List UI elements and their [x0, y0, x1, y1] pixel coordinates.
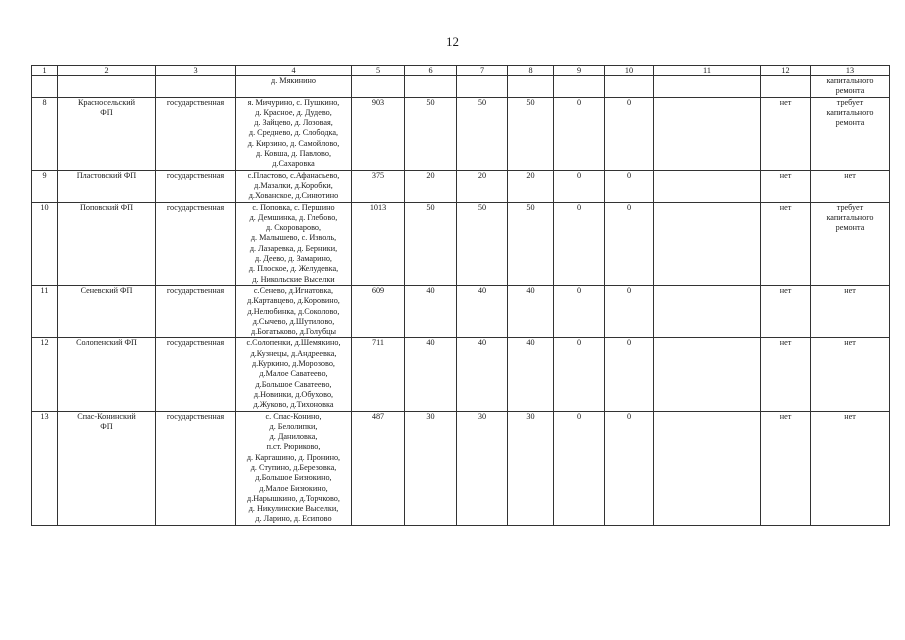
facility-name: [58, 411, 156, 525]
column-number-header: 12: [761, 66, 811, 76]
facility-name-line: ФП: [100, 107, 113, 117]
settlements-cell: [236, 76, 352, 98]
settlements-cell-line: д.Богатьково, д.Голубцы: [250, 327, 337, 337]
condition-cell-line: нет: [844, 170, 856, 180]
condition-cell-line: нет: [844, 285, 856, 295]
value-cell-c11: [654, 202, 761, 285]
column-number-header: 6: [405, 66, 457, 76]
settlements-cell-line: д. Каргашино, д. Пронино,: [246, 452, 341, 462]
settlements-cell-line: д. Зайцево, д. Лозовая,: [254, 118, 333, 128]
condition-cell: [811, 170, 890, 202]
facility-name: [58, 338, 156, 411]
value-cell-c5: 903: [352, 97, 405, 170]
column-number-header: 10: [605, 66, 654, 76]
value-cell-c11: [654, 170, 761, 202]
facility-name: [58, 285, 156, 337]
table-row: [32, 202, 890, 285]
value-cell-c5: 1013: [352, 202, 405, 285]
settlements-cell-line: д. Даниловка,: [269, 432, 318, 442]
empty-cell: [654, 76, 761, 98]
value-cell-c8: 50: [508, 202, 554, 285]
value-cell-c7: 50: [457, 202, 508, 285]
condition-cell-line: нет: [844, 411, 856, 421]
value-cell-c8: 50: [508, 97, 554, 170]
settlements-cell: [236, 170, 352, 202]
facility-name-line: Спас-Конинский: [77, 411, 136, 421]
settlements-cell-line: д. Скороварово,: [265, 223, 322, 233]
settlements-cell-line: с.Солопенки, д.Шемякино,: [246, 338, 341, 348]
row-number: 10: [32, 202, 58, 285]
settlements-cell-line: д.Большое Саватеево,: [255, 379, 332, 389]
table-row: [32, 285, 890, 337]
empty-cell: [58, 76, 156, 98]
settlements-cell-line: д. Ковша, д. Павлово,: [256, 149, 331, 159]
value-cell-c11: [654, 411, 761, 525]
value-cell-c12: нет: [761, 285, 811, 337]
value-cell-c12: нет: [761, 411, 811, 525]
settlements-cell-line: я. Мичурино, с. Пушкино,: [247, 97, 340, 107]
column-number-header: 5: [352, 66, 405, 76]
value-cell-c7: 30: [457, 411, 508, 525]
settlements-cell-line: д. Лазаревка, д. Берники,: [249, 243, 338, 253]
settlements-cell-line: д. Никулинские Выселки,: [248, 504, 339, 514]
settlements-cell-line: д. Ступино, д.Березовка,: [250, 462, 337, 472]
facility-name-line: Пластовский ФП: [76, 170, 137, 180]
value-cell-c8: 20: [508, 170, 554, 202]
value-cell-c12: нет: [761, 170, 811, 202]
value-cell-c10: 0: [605, 338, 654, 411]
value-cell-c12: нет: [761, 202, 811, 285]
condition-cell-line: ремонта: [835, 86, 865, 96]
value-cell-c5: 609: [352, 285, 405, 337]
condition-cell-line: ремонта: [835, 118, 865, 128]
table-row: [32, 170, 890, 202]
settlements-cell-line: д. Мякинино: [271, 76, 316, 85]
value-cell-c10: 0: [605, 411, 654, 525]
column-number-header: 2: [58, 66, 156, 76]
ownership-cell: государственная: [156, 285, 236, 337]
value-cell-c5: 711: [352, 338, 405, 411]
ownership-cell: государственная: [156, 338, 236, 411]
condition-cell-line: ремонта: [835, 223, 865, 233]
empty-cell: [405, 76, 457, 98]
empty-cell: [352, 76, 405, 98]
condition-cell: [811, 285, 890, 337]
settlements-cell-line: д.Новинки, д.Обухово,: [253, 389, 334, 399]
settlements-cell-line: с. Поповка, с. Першино: [252, 202, 335, 212]
settlements-cell: [236, 202, 352, 285]
condition-cell-line: капитального: [826, 76, 874, 85]
settlements-cell-line: д.Хованское, д.Синютино: [248, 191, 339, 201]
facility-name-line: Поповский ФП: [79, 202, 134, 212]
value-cell-c11: [654, 338, 761, 411]
settlements-cell-line: д.Кузнецы, д.Андреевка,: [250, 348, 337, 358]
settlements-cell-line: д. Демшинка, д. Глебово,: [249, 212, 338, 222]
settlements-cell-line: д. Красное, д. Дудево,: [255, 107, 332, 117]
value-cell-c9: 0: [554, 338, 605, 411]
value-cell-c8: 40: [508, 338, 554, 411]
condition-cell: [811, 202, 890, 285]
value-cell-c9: 0: [554, 202, 605, 285]
settlements-cell: [236, 97, 352, 170]
value-cell-c9: 0: [554, 411, 605, 525]
value-cell-c7: 40: [457, 285, 508, 337]
empty-cell: [554, 76, 605, 98]
settlements-cell: [236, 338, 352, 411]
settlements-cell-line: с. Спас-Конино,: [265, 411, 322, 421]
value-cell-c6: 40: [405, 338, 457, 411]
settlements-cell-line: с.Сенево, д.Игнатовка,: [253, 285, 334, 295]
value-cell-c9: 0: [554, 170, 605, 202]
settlements-cell: [236, 411, 352, 525]
value-cell-c6: 20: [405, 170, 457, 202]
condition-cell-line: капитального: [826, 212, 874, 222]
column-number-header: 3: [156, 66, 236, 76]
table-row: [32, 411, 890, 525]
row-number: 12: [32, 338, 58, 411]
page-number: 12: [446, 34, 459, 49]
settlements-cell-line: д.Сахаровка: [272, 159, 315, 169]
condition-cell: [811, 76, 890, 98]
ownership-cell: государственная: [156, 97, 236, 170]
value-cell-c12: нет: [761, 338, 811, 411]
value-cell-c10: 0: [605, 285, 654, 337]
settlements-cell-line: с.Пластово, с.Афанасьево,: [247, 170, 340, 180]
empty-cell: [156, 76, 236, 98]
value-cell-c10: 0: [605, 97, 654, 170]
value-cell-c7: 40: [457, 338, 508, 411]
ownership-cell: государственная: [156, 411, 236, 525]
settlements-cell-line: д.Куркино, д.Морозово,: [252, 359, 335, 369]
settlements-cell-line: д. Кирзино, д. Самойлово,: [247, 138, 340, 148]
settlements-cell-line: д.Картавцево, д.Коровино,: [247, 296, 340, 306]
column-number-header: 9: [554, 66, 605, 76]
value-cell-c10: 0: [605, 170, 654, 202]
settlements-cell-line: д.Нарышкино, д.Торчково,: [247, 493, 340, 503]
value-cell-c5: 487: [352, 411, 405, 525]
settlements-cell-line: д. Плоское, д. Желудевка,: [248, 264, 339, 274]
value-cell-c11: [654, 285, 761, 337]
column-number-header: 1: [32, 66, 58, 76]
condition-cell: [811, 411, 890, 525]
settlements-cell-line: п.ст. Рюриково,: [266, 442, 321, 452]
facility-name: [58, 97, 156, 170]
settlements-cell-line: д. Белолипки,: [269, 421, 318, 431]
row-number: 11: [32, 285, 58, 337]
value-cell-c6: 40: [405, 285, 457, 337]
condition-cell-line: капитального: [826, 107, 874, 117]
settlements-cell-line: д.Малое Бизюкино,: [259, 483, 328, 493]
value-cell-c5: 375: [352, 170, 405, 202]
value-cell-c6: 30: [405, 411, 457, 525]
settlements-cell-line: д.Малое Саватеево,: [259, 369, 328, 379]
value-cell-c12: нет: [761, 97, 811, 170]
empty-cell: [605, 76, 654, 98]
row-number: 9: [32, 170, 58, 202]
value-cell-c8: 30: [508, 411, 554, 525]
ownership-cell: государственная: [156, 202, 236, 285]
settlements-cell-line: д.Мазалки, д.Коробки,: [254, 180, 333, 190]
column-number-header: 7: [457, 66, 508, 76]
header-row: [32, 66, 890, 76]
empty-cell: [761, 76, 811, 98]
column-number-header: 8: [508, 66, 554, 76]
table-row: [32, 338, 890, 411]
condition-cell: [811, 97, 890, 170]
facility-name-line: Солопенский ФП: [76, 338, 137, 348]
value-cell-c9: 0: [554, 285, 605, 337]
value-cell-c8: 40: [508, 285, 554, 337]
condition-cell-line: требует: [836, 202, 864, 212]
value-cell-c11: [654, 97, 761, 170]
value-cell-c7: 20: [457, 170, 508, 202]
row-number: 13: [32, 411, 58, 525]
settlements-cell: [236, 285, 352, 337]
settlements-cell-line: д.Нелюбинка, д.Соколово,: [247, 306, 340, 316]
table-row: [32, 97, 890, 170]
column-number-header: 11: [654, 66, 761, 76]
ownership-cell: государственная: [156, 170, 236, 202]
settlements-cell-line: д.Большое Бизюкино,: [255, 473, 332, 483]
facility-name: [58, 202, 156, 285]
settlements-cell-line: д. Деево, д. Замарино,: [255, 254, 332, 264]
facility-name: [58, 170, 156, 202]
value-cell-c6: 50: [405, 202, 457, 285]
condition-cell: [811, 338, 890, 411]
settlements-cell-line: д. Ларино, д. Есипово: [255, 514, 332, 524]
settlements-cell-line: д. Среднево, д. Слободка,: [248, 128, 339, 138]
value-cell-c7: 50: [457, 97, 508, 170]
empty-cell: [32, 76, 58, 98]
facilities-table: [31, 65, 890, 526]
facility-name-line: Красносельский: [77, 97, 136, 107]
empty-cell: [508, 76, 554, 98]
value-cell-c9: 0: [554, 97, 605, 170]
settlements-cell-line: д. Малышево, с. Изволь,: [250, 233, 337, 243]
condition-cell-line: нет: [844, 338, 856, 348]
value-cell-c10: 0: [605, 202, 654, 285]
facility-name-line: ФП: [100, 421, 113, 431]
empty-cell: [457, 76, 508, 98]
column-number-header: 4: [236, 66, 352, 76]
condition-cell-line: требует: [836, 97, 864, 107]
settlements-cell-line: д.Сычево, д.Шутилово,: [252, 316, 335, 326]
value-cell-c6: 50: [405, 97, 457, 170]
settlements-cell-line: д. Никольские Выселки: [252, 274, 335, 284]
column-number-header: 13: [811, 66, 890, 76]
row-number: 8: [32, 97, 58, 170]
settlements-cell-line: д.Жуково, д.Тихоновка: [253, 400, 334, 410]
facility-name-line: Сеневский ФП: [80, 285, 133, 295]
continued-row: [32, 76, 890, 98]
